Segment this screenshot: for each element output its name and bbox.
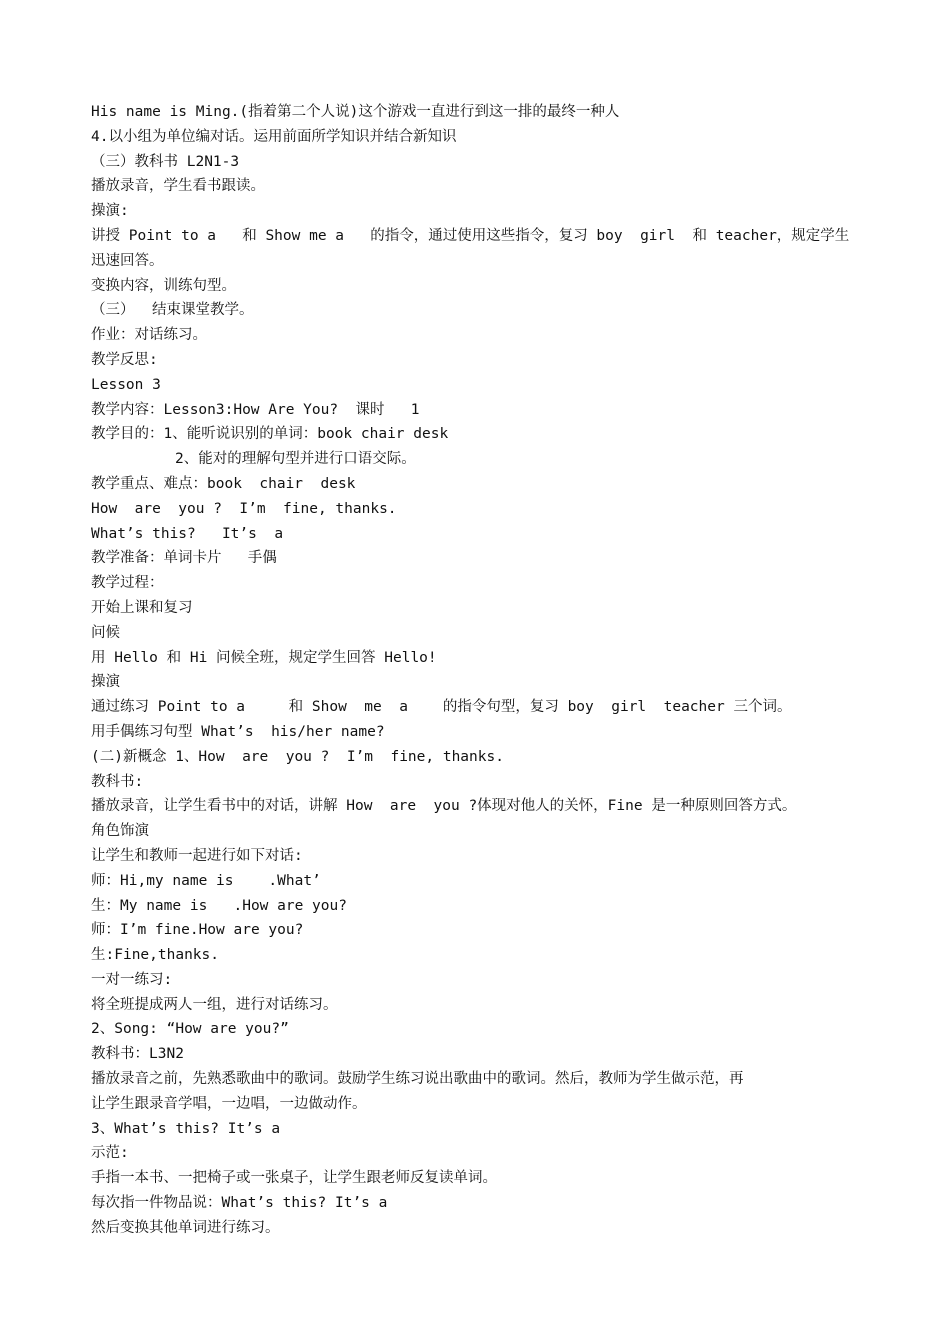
text-line: 教学重点、难点：book chair desk [91, 475, 356, 492]
text-line: 让学生跟录音学唱，一边唱，一边做动作。 [91, 1095, 367, 1112]
text-line: 示范: [91, 1145, 129, 1162]
text-line: 2、Song: “How are you?” [91, 1021, 289, 1038]
text-line: 教科书：L3N2 [91, 1046, 184, 1063]
text-line: (二)新概念 1、How are you ? I’m fine, thanks. [91, 748, 504, 765]
text-line: 教学反思: [91, 351, 158, 368]
text-line: 问候 [91, 624, 120, 641]
text-line: 教学过程： [91, 575, 164, 592]
dialogue-line: 师：Hi,my name is .What’ [91, 872, 321, 889]
text-line: 每次指一件物品说：What’s this? It’s a [91, 1195, 388, 1212]
section-heading: （三） 结束课堂教学。 [91, 302, 254, 319]
text-line: 教学目的：1、能听说识别的单词：book chair desk [91, 426, 449, 443]
text-line: 播放录音，让学生看书中的对话，讲解 How are you ?体现对他人的关怀，Fine 是一种原则回答方式。 [91, 798, 797, 815]
text-line: 播放录音之前，先熟悉歌曲中的歌词。鼓励学生练习说出歌曲中的歌词。然后，教师为学生做示范，再 [91, 1071, 744, 1088]
text-line: 操演: [91, 203, 129, 220]
text-line: 操演 [91, 674, 120, 691]
text-line: 教科书: [91, 773, 144, 790]
document-body [91, 100, 861, 1241]
text-line: What’s this? It’s a [91, 525, 284, 542]
text-line: 讲授 Point to a 和 Show me a 的指令，通过使用这些指令，复习 boy girl 和 teacher，规定学生 [91, 227, 850, 244]
text-line: 用手偶练习句型 What’s his/her name? [91, 723, 385, 740]
text-line: 一对一练习: [91, 971, 173, 988]
text-line: 教学内容：Lesson3:How Are You? 课时 1 [91, 401, 420, 418]
text-line: His name is Ming.(指着第二个人说)这个游戏一直进行到这一排的最终一种人 [91, 104, 620, 120]
text-line: （三）教科书 L2N1-3 [91, 153, 240, 170]
text-line: How are you ? I’m fine, thanks. [91, 500, 397, 517]
dialogue-line: 生:Fine,thanks. [91, 947, 219, 964]
dialogue-line: 师：I’m fine.How are you? [91, 922, 304, 939]
text-line: 作业：对话练习。 [91, 327, 207, 344]
text-line: 2、能对的理解句型并进行口语交际。 [175, 451, 416, 468]
text-line: 教学准备：单词卡片 手偶 [91, 550, 277, 567]
text-line: 手指一本书、一把椅子或一张桌子，让学生跟老师反复读单词。 [91, 1170, 497, 1187]
text-line: 迅速回答。 [91, 252, 164, 269]
text-line: 播放录音，学生看书跟读。 [91, 178, 265, 195]
text-line: 开始上课和复习 [91, 599, 193, 616]
lesson-title: Lesson 3 [91, 376, 161, 393]
text-line: 变换内容，训练句型。 [91, 277, 236, 294]
text-line: 3、What’s this? It’s a [91, 1120, 281, 1137]
text-line: 4.以小组为单位编对话。运用前面所学知识并结合新知识 [91, 128, 457, 145]
dialogue-line: 生：My name is .How are you? [91, 897, 347, 914]
text-line: 通过练习 Point to a 和 Show me a 的指令句型，复习 boy girl teacher 三个词。 [91, 699, 792, 716]
text-line: 用 Hello 和 Hi 问候全班，规定学生回答 Hello! [91, 649, 437, 666]
text-line: 然后变换其他单词进行练习。 [91, 1219, 280, 1236]
text-line: 让学生和教师一起进行如下对话: [91, 847, 303, 864]
text-line: 将全班提成两人一组，进行对话练习。 [91, 996, 338, 1013]
text-line: 角色饰演 [91, 823, 149, 840]
